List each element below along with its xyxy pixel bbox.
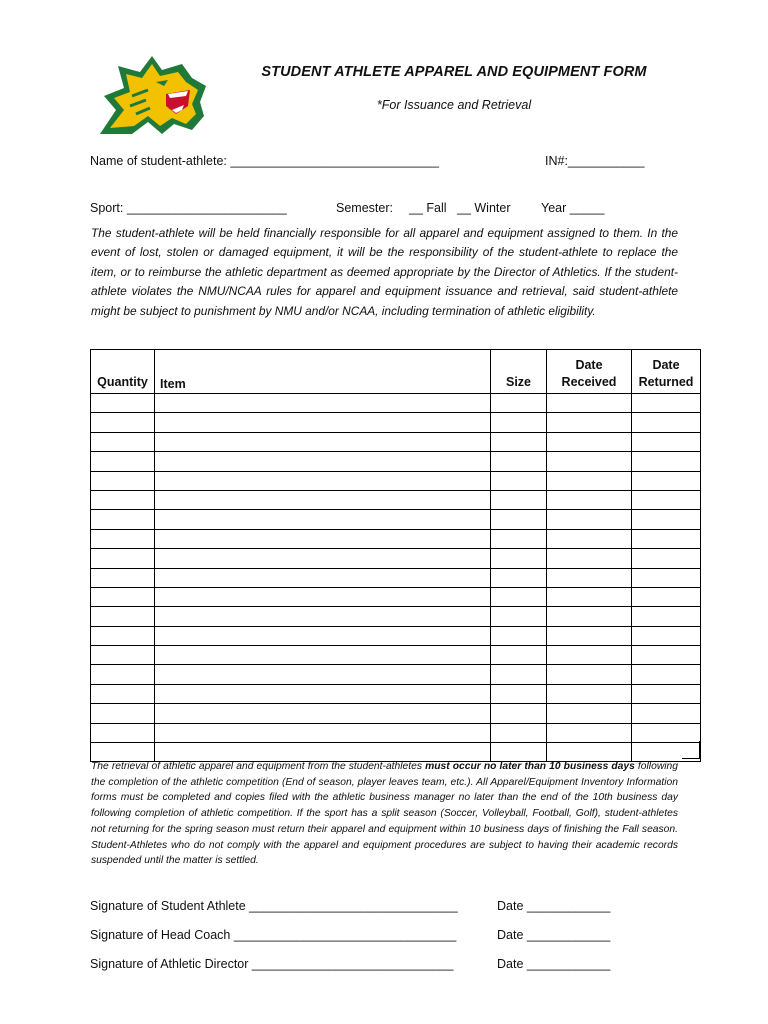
size-cell[interactable] (491, 529, 547, 548)
size-cell[interactable] (491, 452, 547, 471)
item-header: Item (155, 350, 491, 394)
table-row (91, 723, 701, 742)
size-cell[interactable] (491, 607, 547, 626)
quantity-cell[interactable] (91, 529, 155, 548)
quantity-cell[interactable] (91, 626, 155, 645)
quantity-cell[interactable] (91, 394, 155, 413)
date-received-cell[interactable] (547, 626, 632, 645)
item-cell[interactable] (155, 626, 491, 645)
item-cell[interactable] (155, 704, 491, 723)
item-cell[interactable] (155, 510, 491, 529)
size-cell[interactable] (491, 723, 547, 742)
athlete-signature-line[interactable]: Signature of Student Athlete ______________________________ (90, 899, 458, 913)
date-returned-cell[interactable] (632, 568, 701, 587)
quantity-cell[interactable] (91, 471, 155, 490)
date-returned-cell[interactable] (632, 529, 701, 548)
size-cell[interactable] (491, 646, 547, 665)
size-cell[interactable] (491, 665, 547, 684)
item-cell[interactable] (155, 452, 491, 471)
quantity-cell[interactable] (91, 665, 155, 684)
size-cell[interactable] (491, 568, 547, 587)
table-row (91, 704, 701, 723)
table-row (91, 452, 701, 471)
retrieval-deadline-bold: must occur no later than 10 business days (425, 761, 635, 772)
quantity-cell[interactable] (91, 704, 155, 723)
date-received-cell[interactable] (547, 549, 632, 568)
date-returned-cell[interactable] (632, 704, 701, 723)
date-received-cell[interactable] (547, 413, 632, 432)
date-returned-cell[interactable] (632, 549, 701, 568)
size-header: Size (491, 350, 547, 394)
table-row (91, 684, 701, 703)
date-received-header: Date Received (547, 350, 632, 394)
date-received-cell[interactable] (547, 665, 632, 684)
date-returned-cell[interactable] (632, 394, 701, 413)
size-cell[interactable] (491, 587, 547, 606)
date-received-cell[interactable] (547, 490, 632, 509)
table-row (91, 413, 701, 432)
table-row (91, 510, 701, 529)
size-cell[interactable] (491, 413, 547, 432)
winter-option[interactable]: __ Winter (457, 201, 511, 215)
item-cell[interactable] (155, 587, 491, 606)
table-row (91, 568, 701, 587)
date-received-cell[interactable] (547, 568, 632, 587)
date-received-cell[interactable] (547, 471, 632, 490)
size-cell[interactable] (491, 704, 547, 723)
size-cell[interactable] (491, 432, 547, 451)
form-title: STUDENT ATHLETE APPAREL AND EQUIPMENT FORM (261, 64, 647, 80)
items-table (90, 349, 701, 762)
date-returned-cell[interactable] (632, 684, 701, 703)
date-received-cell[interactable] (547, 723, 632, 742)
semester-label: Semester: (336, 201, 393, 215)
date-returned-cell[interactable] (632, 432, 701, 451)
item-cell[interactable] (155, 607, 491, 626)
sport-field[interactable]: Sport: _______________________ (90, 201, 287, 215)
quantity-cell[interactable] (91, 607, 155, 626)
table-row (91, 665, 701, 684)
quantity-cell[interactable] (91, 413, 155, 432)
date-received-cell[interactable] (547, 704, 632, 723)
table-row (91, 471, 701, 490)
size-cell[interactable] (491, 394, 547, 413)
date-returned-cell[interactable] (632, 490, 701, 509)
quantity-cell[interactable] (91, 490, 155, 509)
date-returned-cell[interactable] (632, 665, 701, 684)
coach-signature-line[interactable]: Signature of Head Coach ________________________________ (90, 928, 457, 942)
table-row (91, 529, 701, 548)
in-number-field[interactable]: IN#:___________ (545, 154, 645, 168)
quantity-cell[interactable] (91, 510, 155, 529)
year-field[interactable]: Year _____ (541, 201, 605, 215)
item-cell[interactable] (155, 432, 491, 451)
quantity-cell[interactable] (91, 432, 155, 451)
wildcat-head-logo-icon (96, 50, 210, 140)
date-received-cell[interactable] (547, 432, 632, 451)
date-returned-cell[interactable] (632, 510, 701, 529)
date-received-cell[interactable] (547, 529, 632, 548)
quantity-cell[interactable] (91, 646, 155, 665)
item-cell[interactable] (155, 394, 491, 413)
date-received-cell[interactable] (547, 394, 632, 413)
fall-option[interactable]: __ Fall (409, 201, 447, 215)
date-received-cell[interactable] (547, 607, 632, 626)
table-row (91, 394, 701, 413)
form-subtitle: *For Issuance and Retrieval (376, 98, 532, 112)
quantity-cell[interactable] (91, 684, 155, 703)
quantity-cell[interactable] (91, 587, 155, 606)
item-cell[interactable] (155, 471, 491, 490)
quantity-cell[interactable] (91, 452, 155, 471)
date-returned-cell[interactable] (632, 413, 701, 432)
item-cell[interactable] (155, 490, 491, 509)
date-received-cell[interactable] (547, 646, 632, 665)
date-returned-cell[interactable] (632, 587, 701, 606)
date-returned-cell[interactable] (632, 626, 701, 645)
date-received-cell[interactable] (547, 452, 632, 471)
size-cell[interactable] (491, 471, 547, 490)
date-received-cell[interactable] (547, 684, 632, 703)
table-row (91, 607, 701, 626)
item-cell[interactable] (155, 646, 491, 665)
responsibility-paragraph: The student-athlete will be held financially responsible for all apparel and equipment assigned to them. In the event of lost, stolen or damaged equipment, it will be the responsibility of the student-athlete to replace the item, or to reimburse the athletic department as deemed appropriate by the Director of Athletics. If the student-athlete violates the NMU/NCAA rules for apparel and equipment issuance and retrieval, said student-athlete might be subject to punishment by NMU and/or NCAA, including termination of athletic eligibility. (91, 226, 678, 318)
item-cell[interactable] (155, 413, 491, 432)
size-cell[interactable] (491, 626, 547, 645)
retrieval-paragraph: The retrieval of athletic apparel and equipment from the student-athletes must occur no later than 10 business days following the completion of the athletic competition (End of season, player leaves team, etc.). All Apparel/Equipment Inventory Information forms must be completed and copies filed with the athletic business manager no later than the end of the 10th business day following completion of athletic competition. If the sport has a split season (Soccer, Volleyball, Football, Golf), student-athletes not returning for the spring season must return their apparel and equipment within 10 business days of finishing the Fall season. Student-Athletes who do not comply with the apparel and equipment procedures are subject to having their academic records suspended until the matter is settled. (91, 761, 678, 867)
date-returned-cell[interactable] (632, 452, 701, 471)
date-returned-cell[interactable] (632, 723, 701, 742)
date-received-cell[interactable] (547, 510, 632, 529)
size-cell[interactable] (491, 684, 547, 703)
item-cell[interactable] (155, 665, 491, 684)
size-cell[interactable] (491, 490, 547, 509)
item-cell[interactable] (155, 568, 491, 587)
quantity-cell[interactable] (91, 723, 155, 742)
table-row (91, 626, 701, 645)
quantity-cell[interactable] (91, 568, 155, 587)
date-returned-cell[interactable] (632, 607, 701, 626)
table-row (91, 646, 701, 665)
date-returned-cell[interactable] (632, 471, 701, 490)
item-cell[interactable] (155, 529, 491, 548)
table-header-row (91, 350, 701, 394)
table-row (91, 490, 701, 509)
director-date-line[interactable]: Date ____________ (497, 957, 611, 971)
date-received-cell[interactable] (547, 587, 632, 606)
date-returned-cell[interactable] (632, 646, 701, 665)
item-cell[interactable] (155, 684, 491, 703)
coach-date-line[interactable]: Date ____________ (497, 928, 611, 942)
director-signature-line[interactable]: Signature of Athletic Director _____________________________ (90, 957, 454, 971)
size-cell[interactable] (491, 510, 547, 529)
item-cell[interactable] (155, 723, 491, 742)
table-corner-mark (682, 741, 700, 759)
name-field[interactable]: Name of student-athlete: ______________________________ (90, 154, 439, 168)
athlete-date-line[interactable]: Date ____________ (497, 899, 611, 913)
table-row (91, 587, 701, 606)
table-row (91, 549, 701, 568)
quantity-header: Quantity (91, 350, 155, 394)
item-cell[interactable] (155, 549, 491, 568)
table-row (91, 432, 701, 451)
size-cell[interactable] (491, 549, 547, 568)
quantity-cell[interactable] (91, 549, 155, 568)
date-returned-header: Date Returned (632, 350, 701, 394)
